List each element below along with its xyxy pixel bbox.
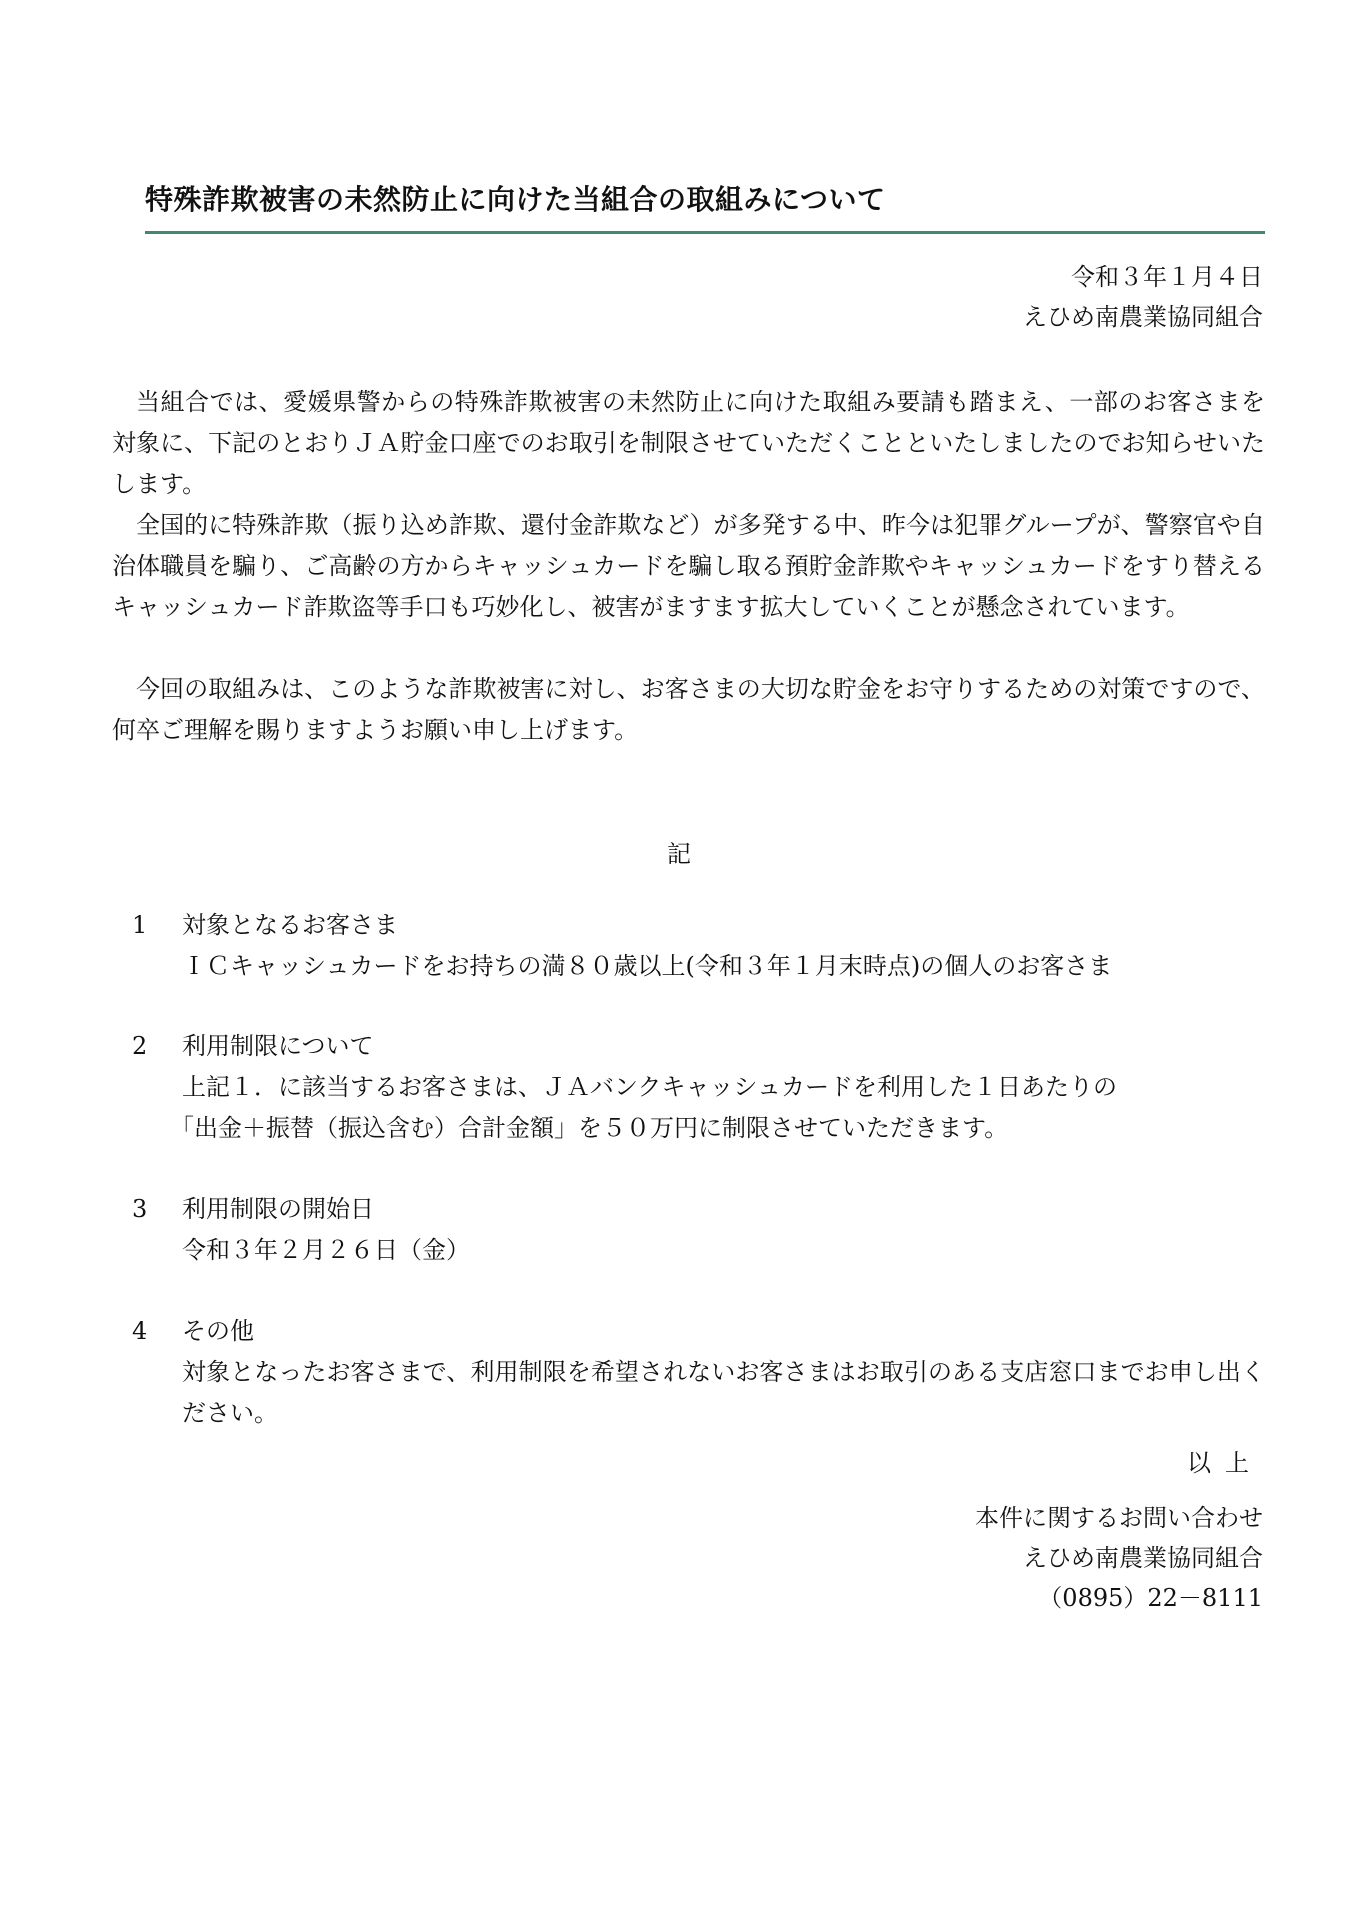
item-number-1: 1 [132,911,148,939]
contact-label: 本件に関するお問い合わせ [975,1504,1263,1532]
closing-remark: 以上 [1187,1449,1263,1477]
ki-heading: 記 [667,840,691,868]
item-heading-4: その他 [182,1317,254,1345]
contact-organization: えひめ南農業協同組合 [1023,1544,1263,1572]
issuer-name: えひめ南農業協同組合 [1023,303,1263,331]
issue-date: 令和３年１月４日 [1071,263,1263,291]
item-heading-3: 利用制限の開始日 [182,1195,374,1223]
item-line-2-2: 「出金＋振替（振込含む）合計金額」を５０万円に制限させていただきます。 [170,1114,1009,1142]
item-line-4-1: 対象となったお客さまで、利用制限を希望されないお客さまはお取引のある支店窓口までお申し出ください。 [182,1358,1265,1427]
intro-paragraph-1: 当組合では、愛媛県警からの特殊詐欺被害の未然防止に向けた取組み要請も踏まえ、一部のお客さまを対象に、下記のとおりＪＡ貯金口座でのお取引を制限させていただくことといたしましたのでお知らせいたします。 [112,388,1265,498]
document-meta [1023,257,1263,337]
item-number-4: 4 [132,1317,148,1345]
contact-phone: （0895）22－8111 [1038,1584,1263,1612]
intro-paragraph-3: 今回の取組みは、このような詐欺被害に対し、お客さまの大切な貯金をお守りするための対策ですので、何卒ご理解を賜りますようお願い申し上げます。 [112,675,1265,744]
title-underline [145,231,1265,234]
page-title: 特殊詐欺被害の未然防止に向けた当組合の取組みについて [145,183,886,216]
intro-paragraph-2: 全国的に特殊詐欺（振り込め詐欺、還付金詐欺など）が多発する中、昨今は犯罪グループが、警察官や自治体職員を騙り、ご高齢の方からキャッシュカードを騙し取る預貯金詐欺やキャッシュカードをすり替えるキャッシュカード詐欺盗等手口も巧妙化し、被害がますます拡大していくことが懸念されています。 [112,511,1265,621]
item-heading-2: 利用制限について [182,1032,374,1060]
item-number-3: 3 [132,1195,148,1223]
contact-block [975,1498,1263,1618]
item-heading-1: 対象となるお客さま [182,911,398,939]
item-line-2-1: 上記１．に該当するお客さまは、ＪＡバンクキャッシュカードを利用した１日あたりの [182,1073,1118,1101]
item-line-3-1: 令和３年２月２６日（金） [182,1236,470,1264]
item-line-1-1: ＩＣキャッシュカードをお持ちの満８０歳以上(令和３年１月末時点)の個人のお客さま [182,952,1113,980]
item-number-2: 2 [132,1032,148,1060]
